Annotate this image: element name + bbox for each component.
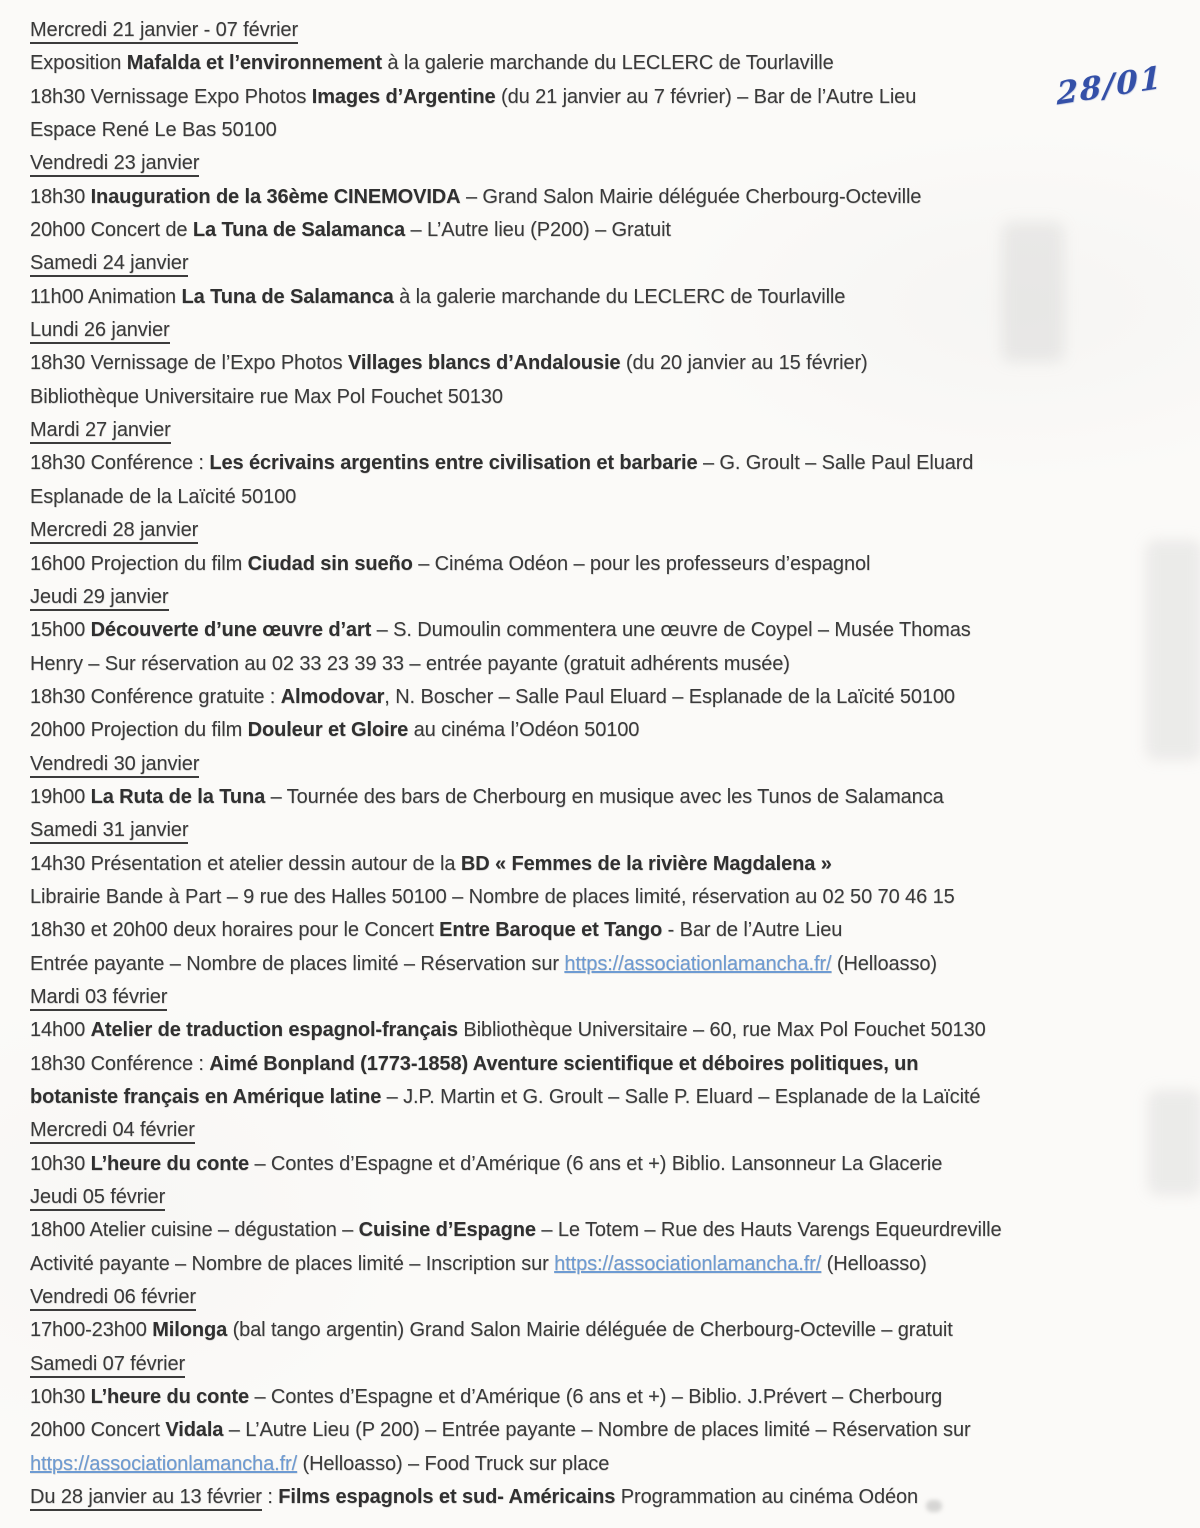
event-line — [30, 714, 1192, 747]
event-line — [30, 648, 1192, 681]
event-line — [30, 47, 1192, 80]
text-segment: 10h30 — [30, 1386, 91, 1409]
text-segment: – S. Dumoulin commentera une œuvre de Coypel – Musée Thomas — [371, 619, 971, 642]
date-heading — [30, 981, 1192, 1014]
text-segment: 16h00 Projection du film — [30, 552, 248, 575]
text-segment: Entre Baroque et Tango — [439, 919, 663, 942]
text-segment: Inauguration de la 36ème CINEMOVIDA — [90, 185, 461, 208]
text-segment: Activité payante – Nombre de places limité – Inscription sur — [30, 1252, 555, 1275]
text-segment: L’heure du conte — [90, 1152, 249, 1175]
text-segment: Les écrivains argentins entre civilisation et barbarie — [209, 452, 698, 475]
event-line — [30, 1448, 1192, 1481]
event-line — [30, 181, 1192, 214]
event-line — [30, 1081, 1192, 1114]
event-line — [30, 1481, 1192, 1514]
text-segment: 18h30 et 20h00 deux horaires pour le Concert — [30, 919, 440, 942]
text-segment: 19h00 — [30, 785, 91, 808]
text-segment: - Bar de l’Autre Lieu — [662, 919, 843, 942]
event-line — [30, 781, 1192, 814]
text-segment: La Tuna de Salamanca — [192, 219, 406, 242]
event-line — [30, 948, 1192, 981]
text-segment: Villages blancs d’Andalousie — [347, 352, 621, 375]
date-heading — [30, 1114, 1192, 1147]
text-segment: 18h00 Atelier cuisine – dégustation – — [30, 1219, 359, 1242]
text-segment: 18h30 Conférence gratuite : — [30, 685, 281, 708]
event-line — [30, 614, 1192, 647]
text-segment: – L’Autre Lieu (P 200) – Entrée payante – Nombre de places limité – Réservation sur — [223, 1419, 971, 1442]
event-line — [30, 214, 1192, 247]
text-segment: (bal tango argentin) Grand Salon Mairie déléguée de Cherbourg-Octeville – gratuit — [227, 1319, 953, 1342]
text-segment: (du 21 janvier au 7 février) – Bar de l’Autre Lieu — [495, 85, 917, 108]
text-segment: Vendredi 06 février — [30, 1286, 196, 1311]
event-line — [30, 1314, 1192, 1347]
text-segment: (Helloasso) — [831, 952, 937, 975]
event-line — [30, 281, 1192, 314]
text-segment: Cuisine d’Espagne — [358, 1219, 536, 1242]
date-heading — [30, 1348, 1192, 1381]
text-segment: Entrée payante – Nombre de places limité – Réservation sur — [30, 952, 565, 975]
text-segment: (Helloasso) — [821, 1252, 927, 1275]
text-segment: Jeudi 05 février — [30, 1186, 165, 1211]
date-heading — [30, 414, 1192, 447]
text-segment: Mafalda et l’environnement — [126, 52, 382, 75]
text-segment: La Ruta de la Tuna — [90, 785, 266, 808]
text-segment: – Contes d’Espagne et d’Amérique (6 ans et +) – Biblio. J.Prévert – Cherbourg — [249, 1386, 943, 1409]
text-segment: L’heure du conte — [90, 1386, 249, 1409]
text-segment: , N. Boscher – Salle Paul Eluard – Esplanade de la Laïcité 50100 — [384, 685, 955, 708]
text-segment: Ciudad sin sueño — [247, 552, 413, 575]
text-segment: Mercredi 21 janvier - 07 février — [30, 19, 298, 44]
handwritten-date-annotation: 28/01 — [1056, 59, 1164, 113]
text-segment: Henry – Sur réservation au 02 33 23 39 33 – entrée payante (gratuit adhérents musée) — [30, 652, 790, 675]
text-segment: à la galerie marchande du LECLERC de Tourlaville — [393, 285, 846, 308]
text-segment: Esplanade de la Laïcité 50100 — [30, 485, 297, 508]
text-segment: Milonga — [152, 1319, 228, 1342]
text-segment: 14h30 Présentation et atelier dessin autour de la — [30, 852, 461, 875]
lamancha-link[interactable]: https://associationlamancha.fr/ — [564, 952, 832, 975]
date-heading — [30, 814, 1192, 847]
text-segment: Découverte d’une œuvre d’art — [90, 619, 372, 642]
event-line — [30, 481, 1192, 514]
text-segment: – Grand Salon Mairie déléguée Cherbourg-Octeville — [460, 185, 922, 208]
event-line — [30, 1381, 1192, 1414]
text-segment: au cinéma l’Odéon 50100 — [408, 719, 640, 742]
text-segment: – Le Totem – Rue des Hauts Varengs Equeurdreville — [535, 1219, 1002, 1242]
text-segment: Bibliothèque Universitaire rue Max Pol Fouchet 50130 — [30, 385, 503, 408]
text-segment: Du 28 janvier au 13 février — [30, 1486, 262, 1511]
text-segment: Jeudi 29 janvier — [30, 586, 169, 611]
date-heading — [30, 514, 1192, 547]
event-line — [30, 1414, 1192, 1447]
event-line — [30, 114, 1192, 147]
date-heading — [30, 247, 1192, 280]
event-line — [30, 1248, 1192, 1281]
text-segment: Bibliothèque Universitaire – 60, rue Max Pol Fouchet 50130 — [457, 1019, 986, 1042]
text-segment: 18h30 Vernissage Expo Photos — [30, 85, 312, 108]
text-segment: (du 20 janvier au 15 février) — [620, 352, 868, 375]
text-segment: Atelier de traduction espagnol-français — [90, 1019, 458, 1042]
text-segment: 17h00-23h00 — [30, 1319, 153, 1342]
text-segment: Aimé Bonpland (1773-1858) Aventure scientifique et déboires politiques, un — [209, 1052, 919, 1075]
text-segment: – J.P. Martin et G. Groult – Salle P. Eluard – Esplanade de la Laïcité — [381, 1086, 981, 1108]
event-line — [30, 381, 1192, 414]
lamancha-link[interactable]: https://associationlamancha.fr/ — [554, 1252, 822, 1275]
text-segment: – G. Groult – Salle Paul Eluard — [697, 452, 974, 475]
text-segment: 18h30 — [30, 185, 91, 208]
event-line — [30, 548, 1192, 581]
event-line — [30, 1014, 1192, 1047]
text-segment: 11h00 Animation — [30, 285, 182, 308]
text-segment: 20h00 Projection du film — [30, 719, 248, 742]
date-heading — [30, 14, 1192, 47]
text-segment: Films espagnols et sud- Américains — [278, 1486, 616, 1509]
text-segment: Exposition — [30, 52, 127, 75]
text-segment: Almodovar — [280, 685, 385, 708]
date-heading — [30, 1181, 1192, 1214]
event-line — [30, 81, 1192, 114]
event-line — [30, 447, 1192, 480]
text-segment: (Helloasso) – Food Truck sur place — [297, 1452, 610, 1475]
text-segment: 18h30 Conférence : — [30, 1052, 210, 1075]
event-line — [30, 881, 1192, 914]
date-heading — [30, 581, 1192, 614]
event-line — [30, 914, 1192, 947]
text-segment: Samedi 31 janvier — [30, 819, 188, 844]
text-segment: Images d’Argentine — [311, 85, 496, 108]
text-segment: Librairie Bande à Part – 9 rue des Halles 50100 – Nombre de places limité, réservation au 02 50 70 46 15 — [30, 885, 955, 908]
text-segment: Espace René Le Bas 50100 — [30, 119, 277, 142]
text-segment: à la galerie marchande du LECLERC de Tourlaville — [381, 52, 834, 75]
text-segment: 14h00 — [30, 1019, 91, 1042]
text-segment: 10h30 — [30, 1152, 91, 1175]
text-segment: 20h00 Concert de — [30, 219, 193, 242]
date-heading — [30, 314, 1192, 347]
text-segment: Mardi 03 février — [30, 986, 167, 1011]
event-line — [30, 347, 1192, 380]
event-line — [30, 1148, 1192, 1181]
text-segment: – Tournée des bars de Cherbourg en musique avec les Tunos de Salamanca — [265, 785, 944, 808]
text-segment: Mardi 27 janvier — [30, 419, 171, 444]
text-segment: Mercredi 28 janvier — [30, 519, 198, 544]
text-segment: 20h00 Concert — [30, 1419, 166, 1442]
event-line — [30, 681, 1192, 714]
text-segment: Lundi 26 janvier — [30, 319, 170, 344]
text-segment: 18h30 Vernissage de l’Expo Photos — [30, 352, 348, 375]
text-segment: Samedi 24 janvier — [30, 252, 188, 277]
text-segment: 18h30 Conférence : — [30, 452, 210, 475]
event-line — [30, 1214, 1192, 1247]
text-segment: Samedi 07 février — [30, 1353, 185, 1378]
text-segment: Vendredi 23 janvier — [30, 152, 199, 177]
text-segment: Vidala — [165, 1419, 224, 1442]
text-segment: Programmation au cinéma Odéon — [615, 1486, 919, 1509]
text-segment: botaniste français en Amérique latine — [30, 1086, 382, 1108]
event-line — [30, 1048, 1192, 1081]
date-heading — [30, 748, 1192, 781]
text-segment: Vendredi 30 janvier — [30, 753, 199, 778]
text-segment: – Cinéma Odéon – pour les professeurs d’espagnol — [412, 552, 871, 575]
event-line — [30, 848, 1192, 881]
date-heading — [30, 1281, 1192, 1314]
text-segment: Douleur et Gloire — [247, 719, 409, 742]
date-heading — [30, 147, 1192, 180]
event-list — [30, 14, 1192, 1514]
text-segment: 15h00 — [30, 619, 91, 642]
text-segment: La Tuna de Salamanca — [181, 285, 394, 308]
text-segment: Mercredi 04 février — [30, 1119, 195, 1144]
text-segment: : — [261, 1486, 279, 1509]
text-segment: BD « Femmes de la rivière Magdalena » — [460, 852, 832, 875]
text-segment: – L’Autre lieu (P200) – Gratuit — [405, 219, 671, 242]
lamancha-link[interactable]: https://associationlamancha.fr/ — [30, 1452, 298, 1475]
text-segment: – Contes d’Espagne et d’Amérique (6 ans et +) Biblio. Lansonneur La Glacerie — [249, 1152, 943, 1175]
